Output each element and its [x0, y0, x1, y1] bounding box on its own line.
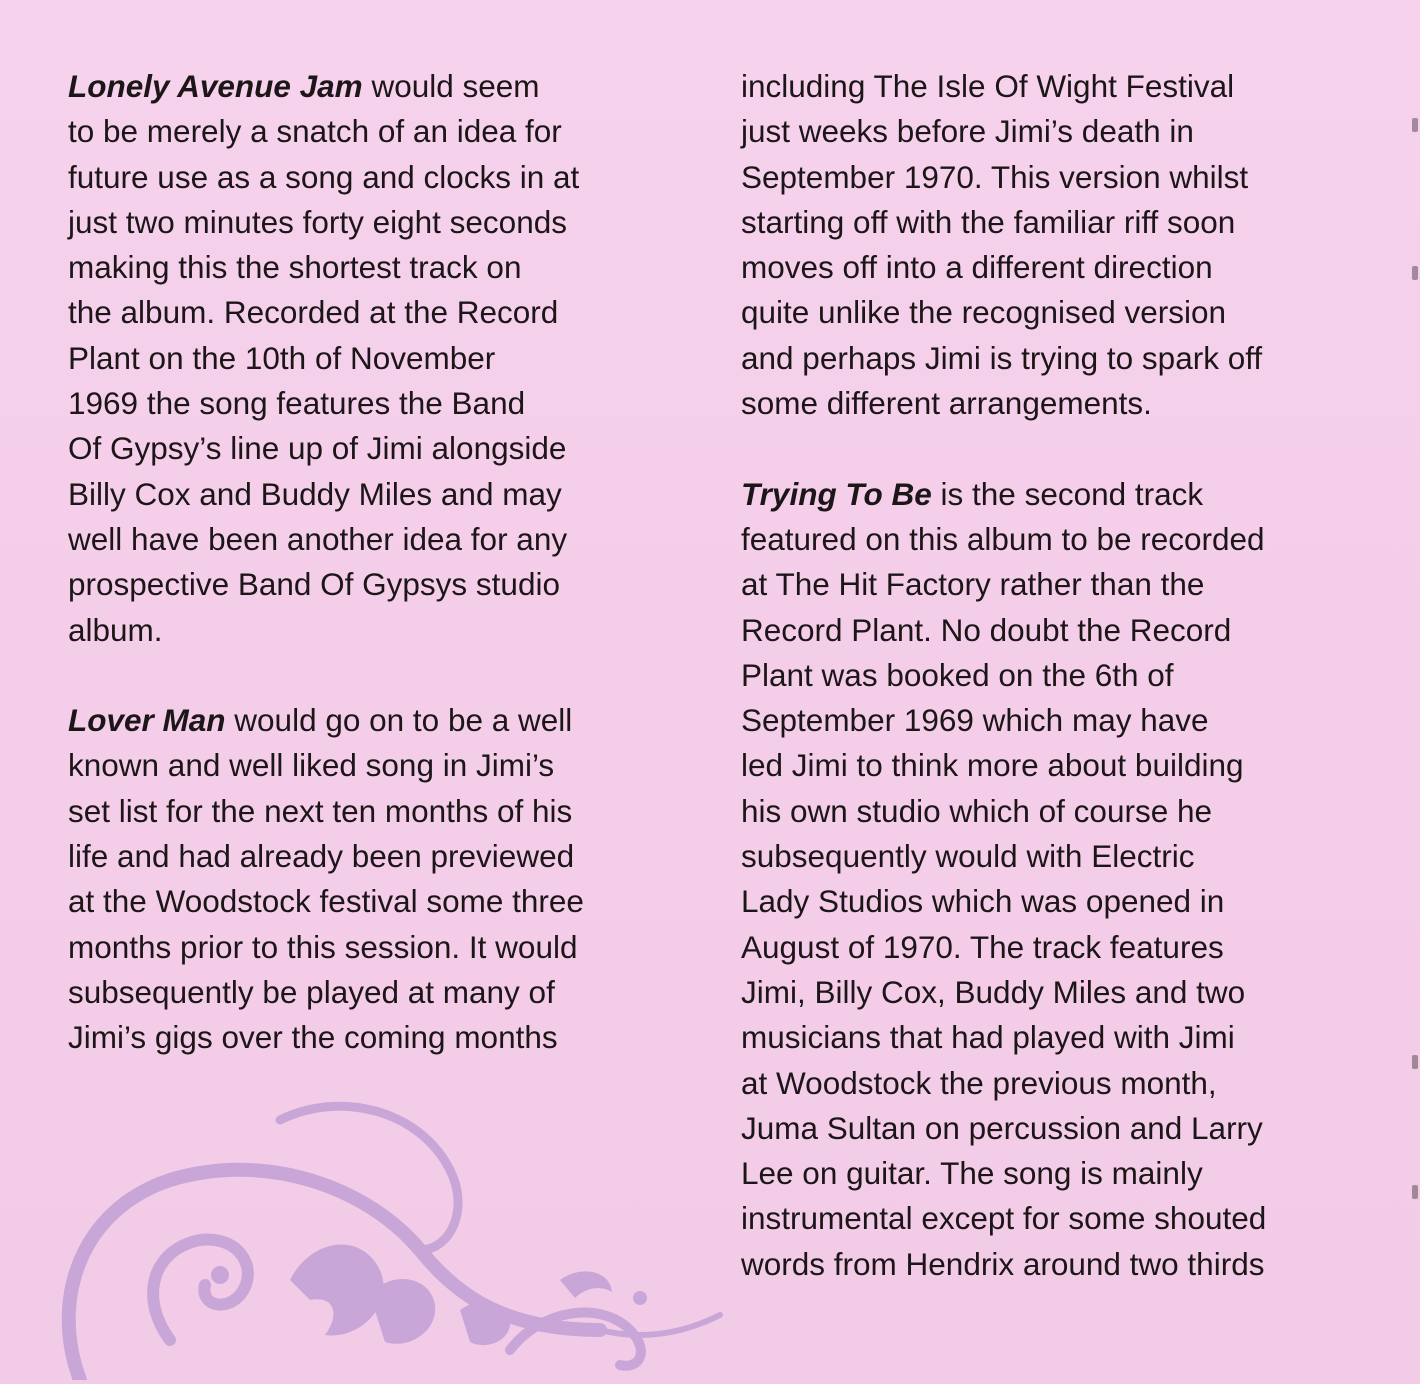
text-line: known and well liked song in Jimi’s [68, 747, 555, 784]
page-edge-mark [1412, 1055, 1418, 1069]
track-title-trying-to-be: Trying To Be [741, 475, 932, 512]
text-line: just weeks before Jimi’s death in [741, 113, 1194, 150]
text-line: including The Isle Of Wight Festival [741, 68, 1235, 104]
text-line: to be merely a snatch of an idea for [68, 113, 562, 150]
text-line: subsequently would with Electric [741, 838, 1195, 875]
text-line: prospective Band Of Gypsys studio [68, 566, 560, 603]
text-line: at the Woodstock festival some three [68, 883, 584, 920]
track-title-lover-man: Lover Man [68, 702, 226, 739]
text-line: led Jimi to think more about building [741, 747, 1244, 784]
text-line: album. [68, 611, 163, 648]
text-line: 1969 the song features the Band [68, 385, 526, 422]
paragraph-trying-to-be-first-line [741, 472, 1381, 517]
paragraph-gap [741, 426, 1381, 471]
text-line: moves off into a different direction [741, 249, 1213, 286]
text-line: Record Plant. No doubt the Record [741, 611, 1232, 648]
left-text-column [68, 64, 698, 1061]
text-line: words from Hendrix around two thirds [741, 1245, 1265, 1282]
text-line: well have been another idea for any [68, 520, 568, 557]
text-line: life and had already been previewed [68, 838, 575, 875]
page-edge-mark [1412, 1185, 1418, 1199]
page-edge-mark [1412, 118, 1418, 132]
text-line: the album. Recorded at the Record [68, 294, 559, 331]
text-line: Jimi, Billy Cox, Buddy Miles and two [741, 973, 1246, 1010]
text-segment: would go on to be a well [225, 702, 573, 739]
text-line: Plant on the 10th of November [68, 339, 496, 376]
text-line: starting off with the familiar riff soon [741, 203, 1236, 240]
track-title-lonely-avenue-jam: Lonely Avenue Jam [68, 68, 363, 104]
text-line: instrumental except for some shouted [741, 1200, 1267, 1237]
text-line: just two minutes forty eight seconds [68, 203, 567, 240]
text-line: Plant was booked on the 6th of [741, 656, 1174, 693]
text-line: musicians that had played with Jimi [741, 1019, 1235, 1056]
text-line: making this the shortest track on [68, 249, 522, 286]
text-line: at Woodstock the previous month, [741, 1064, 1217, 1101]
floral-swirl-ornament-icon [40, 1080, 740, 1380]
text-line: at The Hit Factory rather than the [741, 566, 1205, 603]
page-edge-mark [1412, 266, 1418, 280]
text-line: September 1969 which may have [741, 702, 1209, 739]
text-line: Jimi’s gigs over the coming months [68, 1019, 558, 1056]
text-line: September 1970. This version whilst [741, 158, 1249, 195]
paragraph-lover-man-first-line [68, 698, 698, 743]
text-line: future use as a song and clocks in at [68, 158, 580, 195]
right-text-column [741, 64, 1381, 1287]
text-line: Billy Cox and Buddy Miles and may [68, 475, 562, 512]
text-line: subsequently be played at many of [68, 973, 555, 1010]
text-line: quite unlike the recognised version [741, 294, 1227, 331]
paragraph-gap [68, 653, 698, 698]
text-line: featured on this album to be recorded [741, 520, 1265, 557]
text-line: Juma Sultan on percussion and Larry [741, 1109, 1263, 1146]
paragraph-lonely-avenue-jam-first-line [68, 64, 698, 109]
text-line: August of 1970. The track features [741, 928, 1224, 965]
text-line: Lady Studios which was opened in [741, 883, 1225, 920]
text-segment: is the second track [931, 475, 1204, 512]
text-segment: would seem [362, 68, 540, 104]
text-line: set list for the next ten months of his [68, 792, 573, 829]
text-line: Of Gypsy’s line up of Jimi alongside [68, 430, 567, 467]
text-line: months prior to this session. It would [68, 928, 578, 965]
text-line: some different arrangements. [741, 385, 1152, 422]
text-line: his own studio which of course he [741, 792, 1213, 829]
text-line: Lee on guitar. The song is mainly [741, 1155, 1203, 1192]
text-line: and perhaps Jimi is trying to spark off [741, 339, 1263, 376]
